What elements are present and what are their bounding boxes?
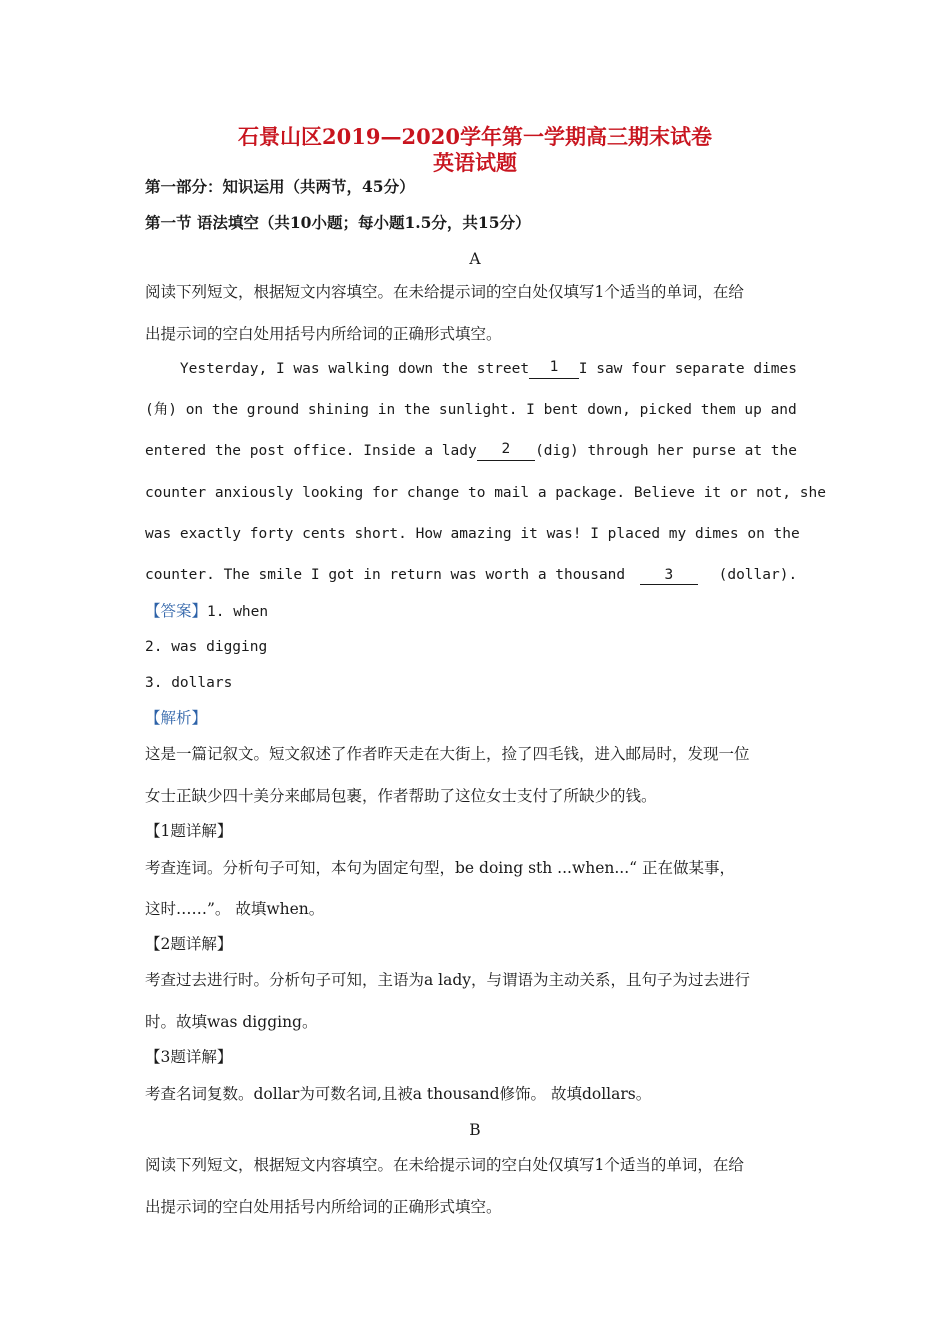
passage-a-line-6 xyxy=(145,565,797,585)
passage-text: counter. The smile I got in return was worth a thousand xyxy=(145,567,626,583)
document-subtitle: 英语试题 xyxy=(433,150,517,175)
detail-2-title: 【2题详解】 xyxy=(145,935,233,953)
passage-text: counter anxiously looking for change to mail a package. Believe it or not, she xyxy=(145,485,826,501)
passage-a-label: A xyxy=(469,250,481,268)
passage-b-label: B xyxy=(469,1121,481,1139)
passage-a-line-3 xyxy=(145,441,797,461)
passage-a-line-5 xyxy=(145,524,800,544)
detail-2-line-1: 考查过去进行时。分析句子可知，主语为a lady，与谓语为主动关系，且句子为过去进行 xyxy=(145,971,751,989)
answer-line-1 xyxy=(145,601,268,622)
passage-a-line-2 xyxy=(145,400,797,420)
passage-a-instruction-line1: 阅读下列短文，根据短文内容填空。在未给提示词的空白处仅填写1个适当的单词，在给 xyxy=(145,283,744,301)
answer-item: 2. was digging xyxy=(145,639,268,655)
passage-text: was exactly forty cents short. How amazing it was! I placed my dimes on the xyxy=(145,526,800,542)
detail-1-line-2: 这时……”。 故填when。 xyxy=(145,900,325,918)
passage-b-instruction-line1: 阅读下列短文，根据短文内容填空。在未给提示词的空白处仅填写1个适当的单词，在给 xyxy=(145,1156,744,1174)
passage-text: Yesterday, I was walking down the street xyxy=(145,361,530,377)
passage-text: entered the post office. Inside a lady xyxy=(145,443,477,459)
part1-heading: 第一部分：知识运用（共两节，45分） xyxy=(145,177,415,196)
detail-1-title: 【1题详解】 xyxy=(145,822,233,840)
blank-1: 1 xyxy=(529,359,579,379)
answer-item: 3. dollars xyxy=(145,675,233,691)
blank-3: 3 xyxy=(640,567,698,585)
passage-a-line-4 xyxy=(145,483,826,503)
passage-text: (dig) through her purse at the xyxy=(535,443,797,459)
passage-text: (角) on the ground shining in the sunlight. I bent down, picked them up and xyxy=(145,402,797,418)
passage-text: I saw four separate dimes xyxy=(578,361,797,377)
detail-1-line-1: 考查连词。分析句子可知，本句为固定句型，be doing sth ...when...“ 正在做某事， xyxy=(145,859,735,877)
detail-3-title: 【3题详解】 xyxy=(145,1048,233,1066)
answer-item: 1. when xyxy=(207,604,269,620)
analysis-line-2: 女士正缺少四十美分来邮局包裹，作者帮助了这位女士支付了所缺少的钱。 xyxy=(145,787,657,805)
passage-text: (dollar). xyxy=(718,567,798,583)
analysis-tag: 【解析】 xyxy=(145,709,208,727)
blank-2: 2 xyxy=(477,441,535,461)
detail-2-line-2: 时。故填was digging。 xyxy=(145,1013,318,1031)
answer-tag: 【答案】 xyxy=(145,602,208,620)
passage-b-instruction-line2: 出提示词的空白处用括号内所给词的正确形式填空。 xyxy=(145,1198,502,1216)
passage-a-line-1 xyxy=(145,359,797,379)
document-title: 石景山区2019—2020学年第一学期高三期末试卷 xyxy=(238,124,712,149)
detail-3-line-1: 考查名词复数。dollar为可数名词,且被a thousand修饰。 故填dollars。 xyxy=(145,1085,652,1103)
passage-a-instruction-line2: 出提示词的空白处用括号内所给词的正确形式填空。 xyxy=(145,325,502,343)
analysis-line-1: 这是一篇记叙文。短文叙述了作者昨天走在大街上，捡了四毛钱，进入邮局时，发现一位 xyxy=(145,745,750,763)
section1-heading: 第一节 语法填空（共10小题；每小题1.5分，共15分） xyxy=(145,213,531,232)
